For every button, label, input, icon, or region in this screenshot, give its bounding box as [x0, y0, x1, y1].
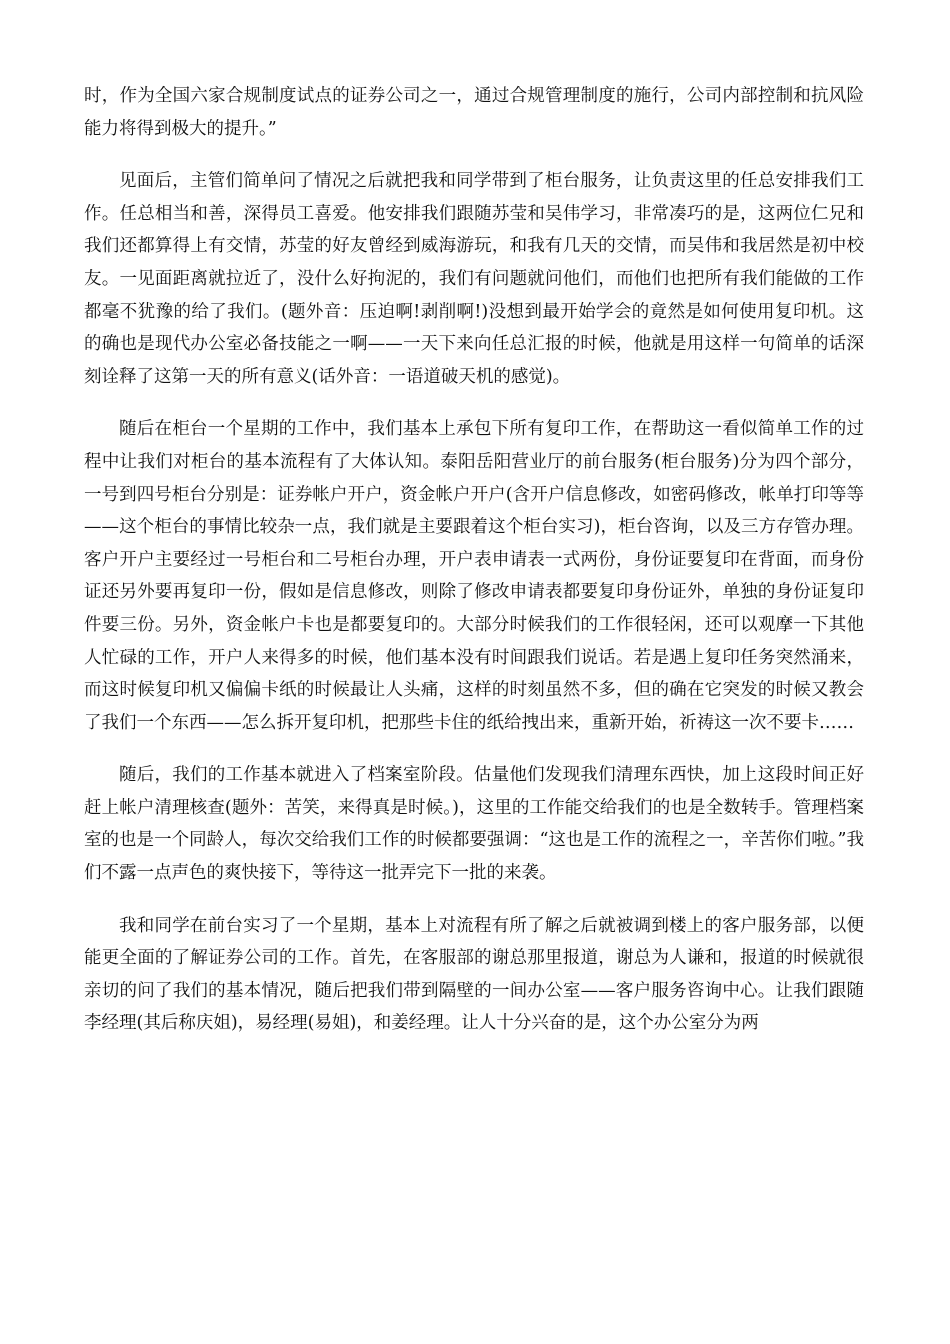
document-page	[84, 80, 864, 1060]
paragraph-2: 见面后，主管们简单问了情况之后就把我和同学带到了柜台服务，让负责这里的任总安排我们工作。任总相当和善，深得员工喜爱。他安排我们跟随苏莹和吴伟学习，非常凑巧的是，这两位仁兄和我们还都算得上有交情，苏莹的好友曾经到威海游玩，和我有几天的交情，而吴伟和我居然是初中校友。一见面距离就拉近了，没什么好拘泥的，我们有问题就问他们，而他们也把所有我们能做的工作都毫不犹豫的给了我们。(题外音：压迫啊!剥削啊!)没想到最开始学会的竟然是如何使用复印机。这的确也是现代办公室必备技能之一啊——一天下来向任总汇报的时候，他就是用这样一句简单的话深刻诠释了这第一天的所有意义(话外音：一语道破天机的感觉)。	[84, 171, 864, 387]
paragraph-1: 时，作为全国六家合规制度试点的证券公司之一，通过合规管理制度的施行，公司内部控制和抗风险能力将得到极大的提升。”	[84, 86, 864, 139]
paragraph-5: 我和同学在前台实习了一个星期，基本上对流程有所了解之后就被调到楼上的客户服务部，以便能更全面的了解证券公司的工作。首先，在客服部的谢总那里报道，谢总为人谦和，报道的时候就很亲切的问了我们的基本情况，随后把我们带到隔壁的一间办公室——客户服务咨询中心。让我们跟随李经理(其后称庆姐)，易经理(易姐)，和姜经理。让人十分兴奋的是，这个办公室分为两	[84, 915, 864, 1034]
paragraph-3: 随后在柜台一个星期的工作中，我们基本上承包下所有复印工作，在帮助这一看似简单工作的过程中让我们对柜台的基本流程有了大体认知。泰阳岳阳营业厅的前台服务(柜台服务)分为四个部分，一号到四号柜台分别是：证券帐户开户，资金帐户开户(含开户信息修改，如密码修改，帐单打印等等——这个柜台的事情比较杂一点，我们就是主要跟着这个柜台实习)，柜台咨询，以及三方存管办理。客户开户主要经过一号柜台和二号柜台办理，开户表申请表一式两份，身份证要复印在背面，而身份证还另外要再复印一份，假如是信息修改，则除了修改申请表都要复印身份证外，单独的身份证复印件要三份。另外，资金帐户卡也是都要复印的。大部分时候我们的工作很轻闲，还可以观摩一下其他人忙碌的工作，开户人来得多的时候，他们基本没有时间跟我们说话。若是遇上复印任务突然涌来，而这时候复印机又偏偏卡纸的时候最让人头痛，这样的时刻虽然不多，但的确在它突发的时候又教会了我们一个东西——怎么拆开复印机，把那些卡住的纸给拽出来，重新开始，祈祷这一次不要卡……	[84, 419, 864, 733]
paragraph-4: 随后，我们的工作基本就进入了档案室阶段。估量他们发现我们清理东西快，加上这段时间正好赶上帐户清理核查(题外：苦笑，来得真是时候。)，这里的工作能交给我们的也是全数转手。管理档案室的也是一个同龄人，每次交给我们工作的时候都要强调：“这也是工作的流程之一，辛苦你们啦。”我们不露一点声色的爽快接下，等待这一批弄完下一批的来袭。	[84, 765, 864, 884]
